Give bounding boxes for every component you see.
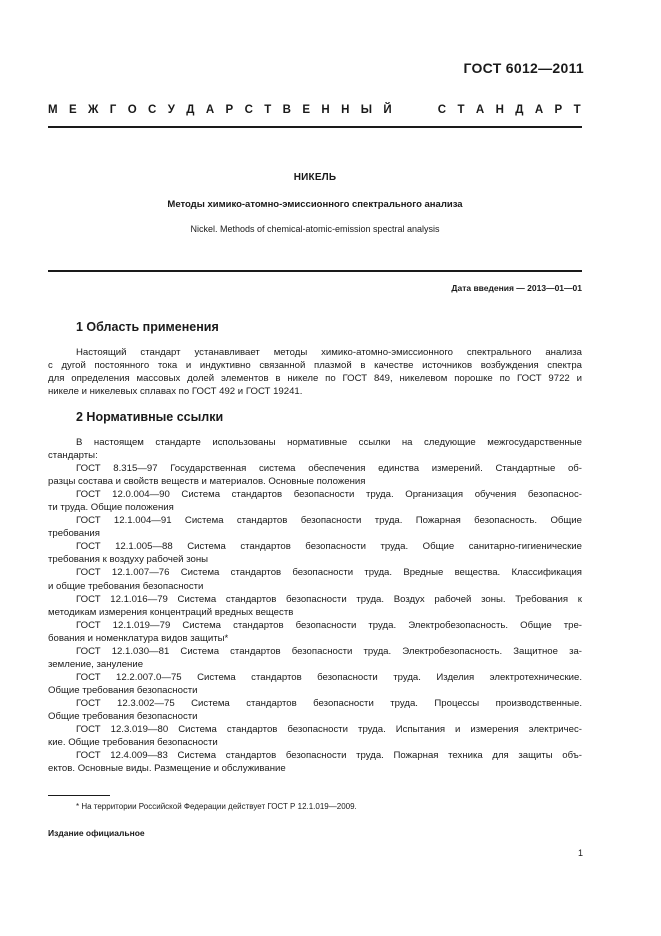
banner-letter: С	[437, 104, 447, 116]
document-code: ГОСТ 6012—2011	[463, 60, 584, 76]
section-1-body	[48, 346, 582, 398]
text-line: бования и номенклатура видов защиты*	[48, 632, 229, 644]
banner-letter: Н	[321, 104, 330, 116]
official-edition-label: Издание официальное	[48, 828, 145, 838]
banner-letter: Ж	[88, 104, 99, 116]
text-line: ГОСТ 12.4.009—83 Система стандартов безопасности труда. Пожарная техника для защиты объ-	[76, 750, 582, 762]
english-title: Nickel. Methods of chemical-atomic-emission spectral analysis	[190, 224, 440, 234]
text-line: никеле и никелевых сплавах по ГОСТ 492 и ГОСТ 19241.	[48, 386, 303, 398]
banner-letter: Г	[109, 104, 117, 116]
banner-letter: Е	[68, 104, 77, 116]
section-2-body	[48, 436, 582, 775]
section-2-heading: 2 Нормативные ссылки	[76, 410, 224, 424]
text-line: с дугой постоянного тока и индуктивно связанной плазмой в качестве источников возбуждения спектра	[48, 360, 582, 372]
banner-letter: Ы	[360, 104, 373, 116]
banner-letter: Р	[554, 104, 563, 116]
text-line: ГОСТ 12.2.007.0—75 Система стандартов безопасности труда. Изделия электротехнические.	[76, 671, 582, 683]
text-line: Общие требования безопасности	[48, 710, 198, 722]
footnote: * На территории Российской Федерации действует ГОСТ Р 12.1.019—2009.	[76, 802, 357, 811]
document-title: НИКЕЛЬ	[293, 172, 337, 183]
banner-letter: Д	[186, 104, 195, 116]
banner-letter: С	[244, 104, 253, 116]
document-subtitle: Методы химико-атомно-эмиссионного спектрального анализа	[167, 199, 463, 210]
footnote-separator	[48, 795, 110, 796]
banner-letter: О	[127, 104, 137, 116]
banner-letter: А	[475, 104, 485, 116]
text-line: земление, зануление	[48, 658, 144, 670]
banner-letter: У	[167, 104, 175, 116]
text-line: ектов. Основные виды. Размещение и обслуживание	[48, 763, 286, 775]
text-line: стандарты:	[48, 450, 98, 462]
text-line: требования	[48, 528, 100, 540]
text-line: В настоящем стандарте использованы нормативные ссылки на следующие межгосударственные	[76, 437, 582, 448]
text-line: ГОСТ 12.3.019—80 Система стандартов безопасности труда. Испытания и измерения электричес-	[76, 724, 582, 736]
text-line: требования к воздуху рабочей зоны	[48, 554, 209, 566]
banner-letter: Р	[225, 104, 234, 116]
banner-letter: М	[48, 104, 58, 116]
introduction-date: Дата введения — 2013—01—01	[451, 283, 582, 293]
banner-letter: С	[148, 104, 157, 116]
text-line: методикам измерения концентраций вредных веществ	[48, 606, 294, 618]
banner-letter	[420, 103, 426, 117]
banner-letter: Т	[264, 104, 272, 116]
banner-letter: Н	[341, 104, 350, 116]
banner-letter: Й	[383, 104, 392, 116]
banner-letter: Д	[515, 104, 524, 116]
banner-letter: А	[534, 104, 544, 116]
text-line: ГОСТ 12.1.030—81 Система стандартов безопасности труда. Электробезопасность. Защитное за-	[76, 645, 582, 657]
header-rule	[48, 126, 582, 128]
text-line: ГОСТ 12.3.002—75 Система стандартов безопасности труда. Процессы производственные.	[76, 697, 582, 709]
text-line: ГОСТ 12.1.005—88 Система стандартов безопасности труда. Общие санитарно-гигиенические	[76, 541, 582, 553]
banner-letter: Т	[573, 104, 581, 116]
banner-letter	[403, 103, 409, 117]
text-line: для определения массовых долей элементов в никеле по ГОСТ 849, никелевом порошке по ГОСТ 9722 и	[48, 373, 582, 385]
banner-letter: Н	[495, 104, 504, 116]
text-line: ти труда. Общие положения	[48, 502, 174, 514]
text-line: Общие требования безопасности	[48, 684, 198, 696]
text-line: ГОСТ 8.315—97 Государственная система обеспечения единства измерений. Стандартные об-	[76, 463, 582, 475]
banner-letter: А	[205, 104, 215, 116]
text-line: ГОСТ 12.1.004—91 Система стандартов безопасности труда. Пожарная безопасность. Общие	[76, 515, 582, 527]
text-line: и общие требования безопасности	[48, 580, 204, 592]
text-line: ГОСТ 12.1.019—79 Система стандартов безопасности труда. Электробезопасность. Общие тре-	[76, 619, 582, 631]
interstate-standard-banner	[48, 103, 581, 117]
banner-letter: Е	[302, 104, 311, 116]
page-number: 1	[577, 848, 583, 858]
text-line: разцы состава и свойств веществ и материалов. Основные положения	[48, 476, 366, 488]
text-line: ГОСТ 12.0.004—90 Система стандартов безопасности труда. Организация обучения безопаснос-	[76, 489, 582, 501]
section-1-heading: 1 Область применения	[76, 320, 219, 334]
text-line: Настоящий стандарт устанавливает методы химико-атомно-эмиссионного спектрального анализа	[76, 347, 582, 358]
text-line: ГОСТ 12.1.016—79 Система стандартов безопасности труда. Воздух рабочей зоны. Требования к	[76, 593, 582, 605]
text-line: ГОСТ 12.1.007—76 Система стандартов безопасности труда. Вредные вещества. Классификация	[76, 567, 582, 579]
text-line: кие. Общие требования безопасности	[48, 737, 218, 749]
banner-letter: В	[282, 104, 291, 116]
banner-letter: Т	[457, 104, 465, 116]
title-rule	[48, 270, 582, 272]
